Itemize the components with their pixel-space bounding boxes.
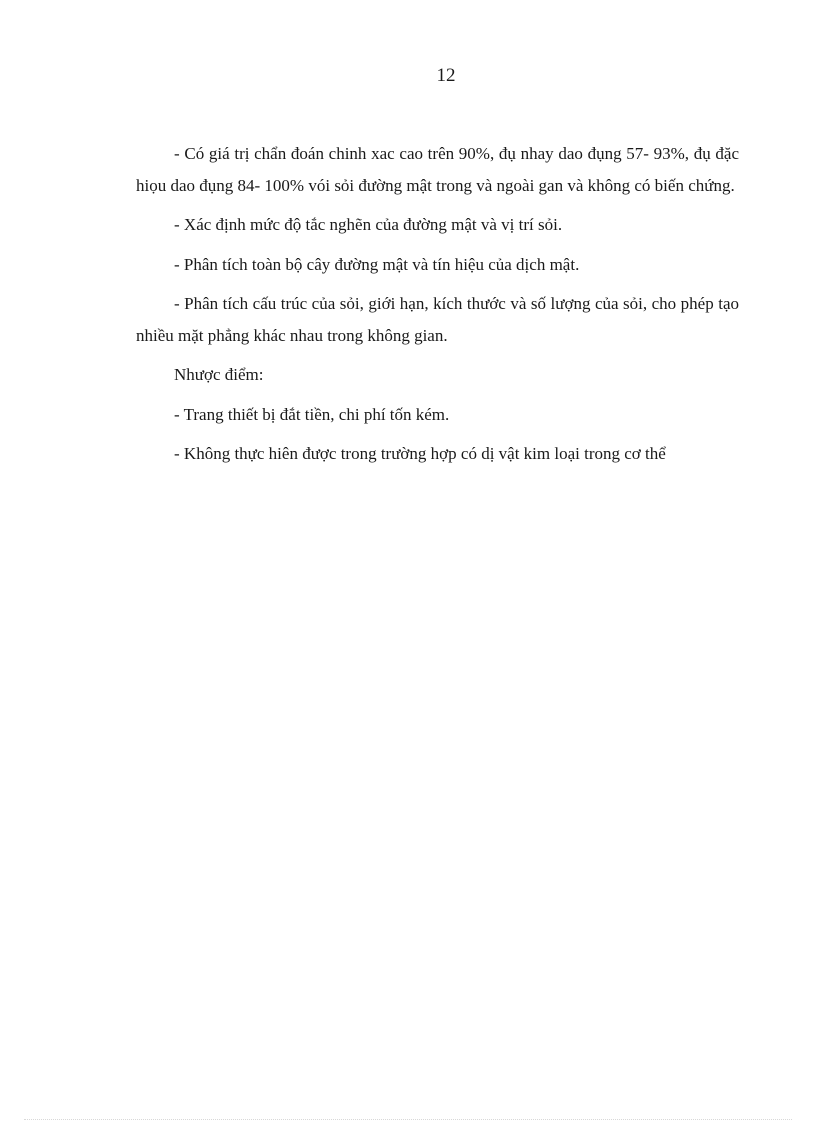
bottom-divider (24, 1119, 792, 1120)
body-text (136, 138, 739, 478)
page-number: 12 (436, 65, 456, 86)
paragraph-stone-structure: - Phân tích cấu trúc của sỏi, giới hạn, kích thước và số lượng của sỏi, cho phép tạo nhiều mặt phẳng khác nhau trong không gian. (136, 294, 739, 345)
paragraph-obstruction: - Xác định mức độ tắc nghẽn của đường mật và vị trí sỏi. (174, 215, 563, 234)
paragraph-cost: - Trang thiết bị đắt tiền, chi phí tốn kém. (174, 404, 450, 424)
paragraph-disadvantages-heading: Nhược điểm: (174, 365, 264, 384)
paragraph-metal-contraindication: - Không thực hiên được trong trường hợp có dị vật kim loại trong cơ thể (174, 444, 666, 463)
paragraph-biliary-tree: - Phân tích toàn bộ cây đường mật và tín hiệu của dịch mật. (174, 254, 580, 274)
paragraph-diagnostic-value: - Có giá trị chẩn đoán chinh xac cao trên 90%, đụ nhay dao đụng 57- 93%, đụ đặc hiọu dao đụng 84- 100% vói sỏi đường mật trong và ngoài gan và không có biến chứng. (136, 144, 739, 195)
